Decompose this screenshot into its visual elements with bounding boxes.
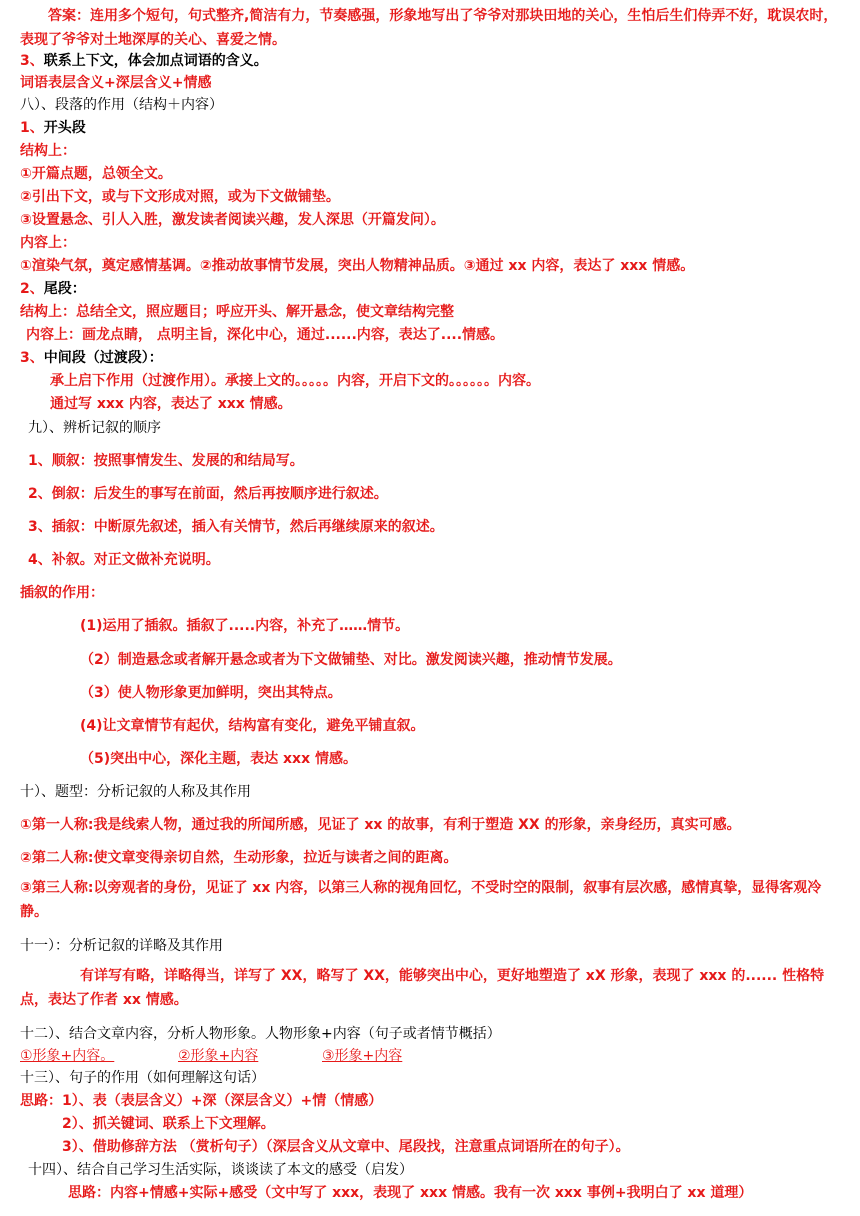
ending-number: 2、 [20,281,44,297]
section-8-heading: 八）、段落的作用（结构＋内容） [20,97,223,113]
answer-paragraph: 答案：连用多个短句，句式整齐,简洁有力，节奏感强，形象地写出了爷爷对那块田地的关心，生怕后生们侍弄不好，耽误农时，表现了爷爷对土地深厚的关心、喜爱之情。 [20,8,838,48]
reflection-thought: 思路：内容+情感+实际+感受（文中写了 xxx，表现了 xxx 情感。我有一次 xxx 事例+我明白了 xx 道理） [68,1185,753,1201]
section-14-heading: 十四）、结合自己学习生活实际，谈谈读了本文的感受（启发） [28,1162,413,1178]
function-1: (1)运用了插叙。插叙了.....内容，补充了……情节。 [80,618,410,634]
section-11-heading: 十一）：分析记叙的详略及其作用 [20,938,223,954]
function-4: (4)让文章情节有起伏，结构富有变化，避免平铺直叙。 [80,718,425,734]
middle-line-2: 通过写 xxx 内容，表达了 xxx 情感。 [50,396,292,412]
section-10-heading: 十）、题型：分析记叙的人称及其作用 [20,784,251,800]
structure-label: 结构上： [20,143,76,159]
section-13-heading: 十三）、句子的作用（如何理解这句话） [20,1070,265,1086]
structure-point-3: ③设置悬念、引人入胜，激发读者阅读兴趣，发人深思（开篇发问）。 [20,212,445,228]
second-person: ②第二人称:使文章变得亲切自然，生动形象，拉近与读者之间的距离。 [20,850,458,866]
ending-structure: 结构上：总结全文，照应题目；呼应开头、解开悬念，使文章结构完整 [20,304,454,320]
sentence-thought-1 [20,1091,382,1111]
word-meaning-formula: 词语表层含义+深层含义+情感 [20,75,212,91]
character-formula-1: ①形象+内容。 [20,1048,115,1064]
structure-point-1: ①开篇点题，总领全文。 [20,166,172,182]
order-flashback: 2、倒叙：后发生的事写在前面，然后再按顺序进行叙述。 [28,486,388,502]
content-points: ①渲染气氛，奠定感情基调。②推动故事情节发展，突出人物精神品质。③通过 xx 内容，表达了 xxx 情感。 [20,258,695,274]
middle-title: 中间段（过渡段）： [43,350,163,366]
thought-3-text: 借助修辞方法 （赏析句子）（深层含义从文章中、尾段找，注意重点词语所在的句子）。 [92,1139,630,1155]
section-12-heading: 十二）、结合文章内容，分析人物形象。人物形象+内容（句子或者情节概括） [20,1026,501,1042]
ending-title: 尾段： [43,281,86,297]
thought-2-number: 2）、 [62,1116,93,1132]
item-3-number: 3、 [20,53,44,69]
section-9-heading: 九）、辨析记叙的顺序 [28,420,161,436]
function-2: （2）制造悬念或者解开悬念或者为下文做铺垫、对比。激发阅读兴趣，推动情节发展。 [80,652,622,668]
third-person: ③第三人称:以旁观者的身份，见证了 xx 内容，以第三人称的视角回忆，不受时空的限制，叙事有层次感，感情真挚，显得客观冷静。 [20,880,822,920]
first-person: ①第一人称:我是线索人物，通过我的所闻所感，见证了 xx 的故事，有利于塑造 XX 的形象，亲身经历，真实可感。 [20,817,741,833]
sentence-thought-3 [62,1137,630,1157]
item-3-line [20,51,268,71]
order-interjection: 3、插叙：中断原先叙述，插入有关情节，然后再继续原来的叙述。 [28,519,444,535]
character-formula-3: ③形象+内容 [322,1048,403,1064]
ending-paragraph-heading [20,279,86,299]
opening-title: 开头段 [43,120,86,136]
thought-1-number: 1）、 [62,1093,93,1109]
thought-3-number: 3）、 [62,1139,93,1155]
function-5: （5)突出中心，深化主题，表达 xxx 情感。 [80,751,357,767]
structure-point-2: ②引出下文，或与下文形成对照，或为下文做铺垫。 [20,189,340,205]
interjection-function-heading: 插叙的作用： [20,585,104,601]
order-chronological: 1、顺叙：按照事情发生、发展的和结局写。 [28,453,304,469]
opening-number: 1、 [20,120,44,136]
middle-line-1: 承上启下作用（过渡作用）。承接上文的。。。。。内容，开启下文的。。。。。。内容。 [50,373,540,389]
order-supplement: 4、补叙。对正文做补充说明。 [28,552,220,568]
character-formula-2: ②形象+内容 [178,1048,259,1064]
content-label: 内容上： [20,235,76,251]
thought-label: 思路： [20,1093,62,1109]
function-3: （3）使人物形象更加鲜明，突出其特点。 [80,685,342,701]
ending-content: 内容上：画龙点睛， 点明主旨，深化中心，通过......内容，表达了....情感。 [26,327,505,343]
detail-omission-text: 有详写有略，详略得当，详写了 XX，略写了 XX，能够突出中心，更好地塑造了 xX 形象，表现了 xxx 的...... 性格特点，表达了作者 xx 情感。 [20,968,825,1008]
thought-2-text: 抓关键词、联系上下文理解。 [92,1116,275,1132]
item-3-text: 联系上下文，体会加点词语的含义。 [43,53,268,69]
sentence-thought-2 [62,1114,275,1134]
middle-paragraph-heading [20,348,163,368]
character-formula-line [20,1046,402,1066]
middle-number: 3、 [20,350,44,366]
thought-1-text: 表（表层含义）+深（深层含义）+情（情感） [92,1093,383,1109]
opening-paragraph-heading [20,118,86,138]
